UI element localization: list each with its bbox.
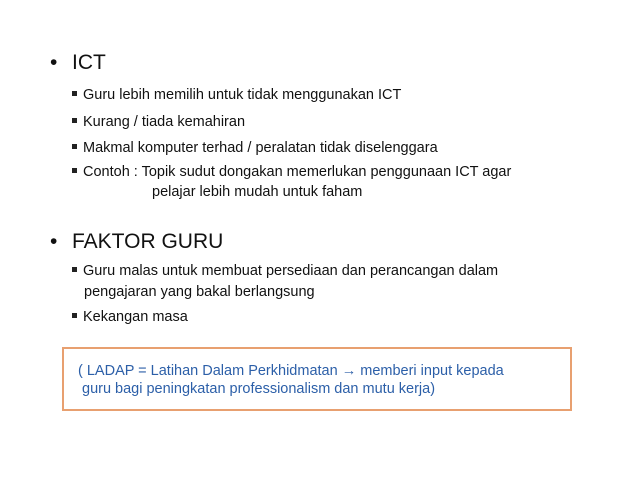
list-item-continuation: pengajaran yang bakal berlangsung bbox=[84, 284, 315, 300]
square-bullet-icon bbox=[72, 267, 77, 272]
square-bullet-icon bbox=[72, 313, 77, 318]
note-line-2: guru bagi peningkatan professionalism dan mutu kerja) bbox=[82, 381, 436, 397]
example-continuation: pelajar lebih mudah untuk faham bbox=[152, 184, 363, 200]
list-item-text: Makmal komputer terhad / peralatan tidak diselenggara bbox=[83, 140, 438, 156]
list-item-example bbox=[72, 163, 511, 181]
bullet-icon: • bbox=[50, 230, 58, 253]
list-item bbox=[72, 139, 438, 157]
heading-ict-text: ICT bbox=[72, 51, 106, 74]
square-bullet-icon bbox=[72, 168, 77, 173]
square-bullet-icon bbox=[72, 91, 77, 96]
list-item-text: Kurang / tiada kemahiran bbox=[83, 114, 246, 130]
note-line-1-suffix: memberi input kepada bbox=[360, 363, 504, 379]
note-line-1-prefix: ( LADAP = Latihan Dalam Perkhidmatan bbox=[78, 363, 338, 379]
list-item-text: Guru malas untuk membuat persediaan dan perancangan dalam bbox=[83, 263, 499, 279]
list-item-text: Kekangan masa bbox=[83, 309, 188, 325]
note-line-1 bbox=[78, 362, 504, 380]
heading-faktor-guru bbox=[50, 230, 223, 254]
bullet-icon: • bbox=[50, 51, 58, 74]
heading-ict bbox=[50, 51, 106, 75]
list-item bbox=[72, 308, 188, 326]
example-text: Contoh : Topik sudut dongakan memerlukan penggunaan ICT agar bbox=[83, 164, 512, 180]
list-item bbox=[72, 86, 401, 104]
square-bullet-icon bbox=[72, 118, 77, 123]
arrow-right-icon: → bbox=[341, 363, 357, 379]
square-bullet-icon bbox=[72, 144, 77, 149]
list-item-text: Guru lebih memilih untuk tidak menggunakan ICT bbox=[83, 87, 402, 103]
list-item bbox=[72, 262, 498, 280]
heading-faktor-guru-text: FAKTOR GURU bbox=[72, 230, 224, 253]
list-item bbox=[72, 113, 245, 131]
